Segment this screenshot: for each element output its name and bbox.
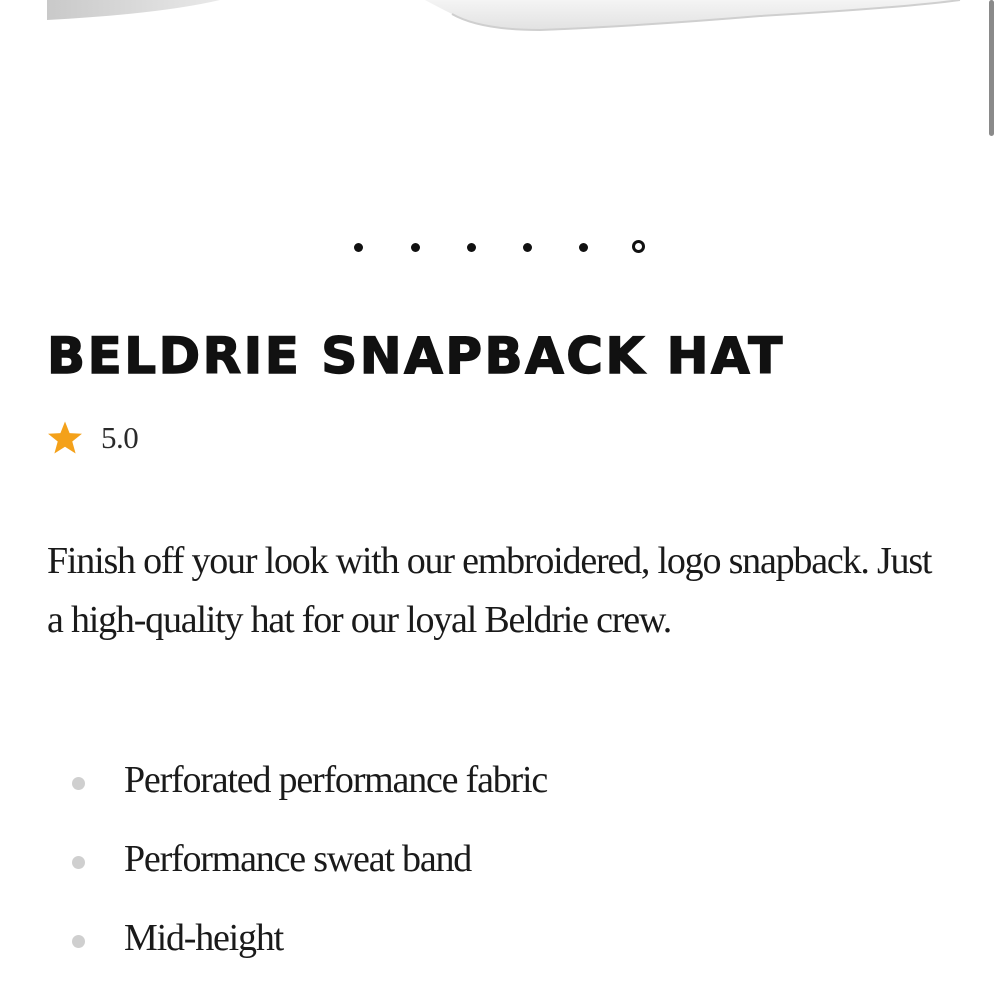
bullet-icon (72, 935, 85, 948)
carousel-dot-1[interactable] (354, 243, 363, 252)
feature-text: Performance sweat band (124, 838, 472, 880)
hat-brim-image (0, 0, 1000, 215)
product-description: Finish off your look with our embroidered, logo snapback. Just a high-quality hat for our loyal Beldrie crew. (47, 540, 932, 641)
feature-item (0, 831, 1000, 910)
product-title: BELDRIE SNAPBACK HAT (47, 327, 785, 385)
carousel-dot-4[interactable] (523, 243, 532, 252)
rating-value: 5.0 (101, 420, 139, 455)
carousel-dot-2[interactable] (411, 243, 420, 252)
feature-item (0, 752, 1000, 831)
carousel-dots (0, 237, 1000, 259)
feature-text: Mid-height (124, 917, 283, 959)
bullet-icon (72, 856, 85, 869)
carousel-dot-6-active[interactable] (632, 240, 645, 253)
feature-text: Perforated performance fabric (124, 759, 548, 801)
star-icon (46, 419, 84, 457)
carousel-dot-5[interactable] (579, 243, 588, 252)
product-rating[interactable] (46, 418, 138, 458)
bullet-icon (72, 777, 85, 790)
scrollbar[interactable] (989, 0, 994, 136)
feature-list (0, 752, 1000, 989)
product-image[interactable] (0, 0, 1000, 215)
carousel-dot-3[interactable] (467, 243, 476, 252)
feature-item (0, 910, 1000, 989)
